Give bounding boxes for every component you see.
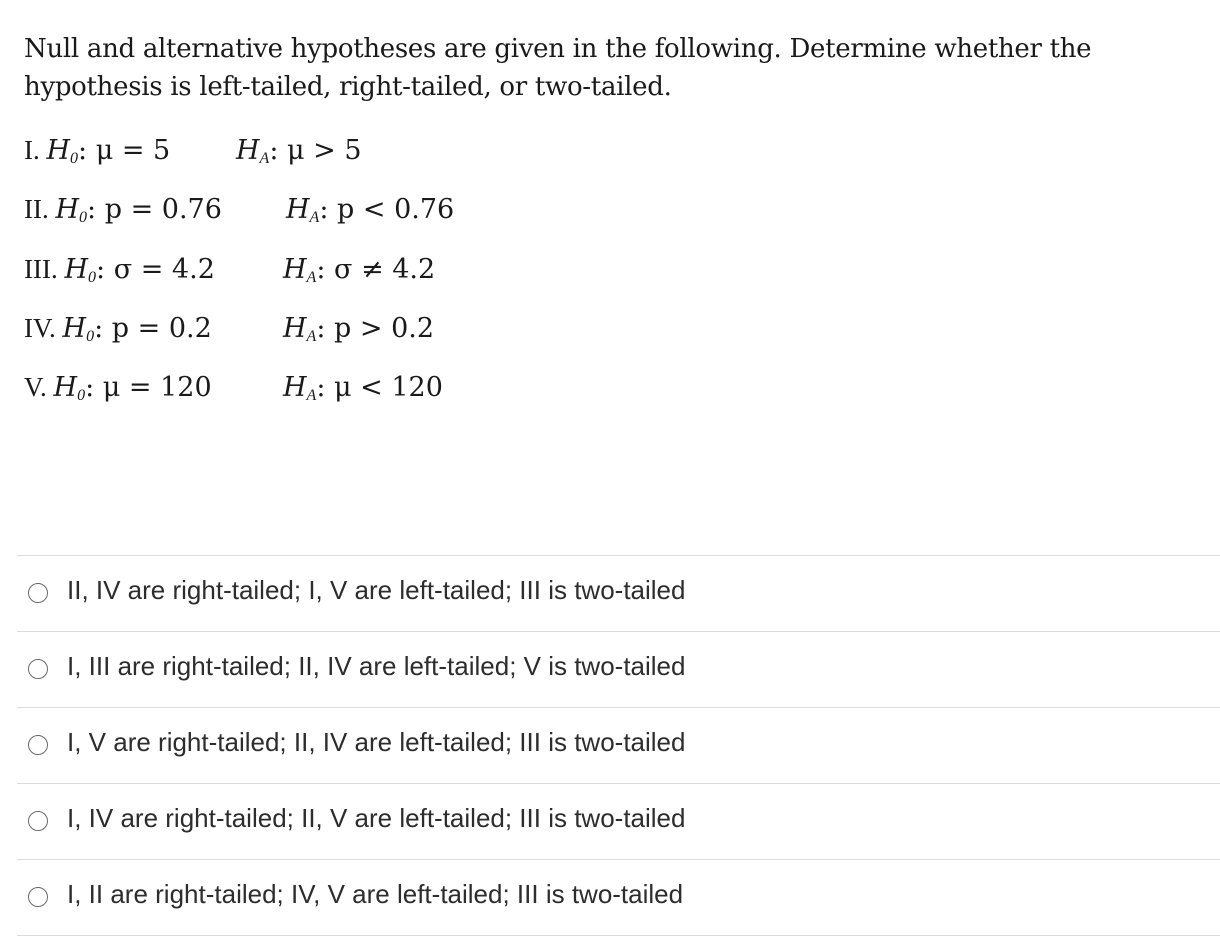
radio-button[interactable] [28, 887, 48, 907]
alternative-hypothesis: $H_A$: p < 0.76 [286, 194, 455, 226]
null-hypothesis: III. $H_0$: σ = 4.2 [24, 254, 215, 286]
hypothesis-row-3 [24, 254, 624, 294]
radio-button[interactable] [28, 659, 48, 679]
answer-option-2[interactable] [17, 632, 1220, 708]
answer-option-3[interactable] [17, 708, 1220, 784]
alternative-hypothesis: $H_A$: μ > 5 [236, 135, 362, 167]
radio-button[interactable] [28, 583, 48, 603]
answer-option-1[interactable] [17, 556, 1220, 632]
null-hypothesis: V. $H_0$: μ = 120 [24, 372, 212, 404]
radio-button[interactable] [28, 811, 48, 831]
answer-option-4[interactable] [17, 784, 1220, 860]
answer-options [17, 555, 1220, 936]
null-hypothesis: I. $H_0$: μ = 5 [24, 135, 171, 167]
answer-option-label[interactable]: I, V are right-tailed; II, IV are left-tailed; III is two-tailed [67, 727, 686, 757]
null-hypothesis: II. $H_0$: p = 0.76 [24, 194, 222, 226]
hypothesis-row-5 [24, 372, 624, 412]
alternative-hypothesis: $H_A$: σ ≠ 4.2 [283, 254, 436, 286]
answer-option-label[interactable]: I, II are right-tailed; IV, V are left-tailed; III is two-tailed [67, 879, 684, 909]
null-hypothesis: IV. $H_0$: p = 0.2 [24, 313, 212, 345]
answer-option-5[interactable] [17, 860, 1220, 936]
radio-button[interactable] [28, 735, 48, 755]
hypothesis-row-1 [24, 135, 624, 175]
alternative-hypothesis: $H_A$: μ < 120 [283, 372, 443, 404]
answer-option-label[interactable]: II, IV are right-tailed; I, V are left-tailed; III is two-tailed [67, 575, 686, 605]
hypothesis-row-4 [24, 313, 624, 353]
question-text: Null and alternative hypotheses are given in the following. Determine whether the hypothesis is left-tailed, right-tailed, or two-tailed. [24, 34, 1092, 102]
answer-option-label[interactable]: I, III are right-tailed; II, IV are left-tailed; V is two-tailed [67, 651, 686, 681]
answer-option-label[interactable]: I, IV are right-tailed; II, V are left-tailed; III is two-tailed [67, 803, 686, 833]
alternative-hypothesis: $H_A$: p > 0.2 [283, 313, 435, 345]
hypotheses-list [24, 0, 624, 420]
hypothesis-row-2 [24, 194, 624, 234]
